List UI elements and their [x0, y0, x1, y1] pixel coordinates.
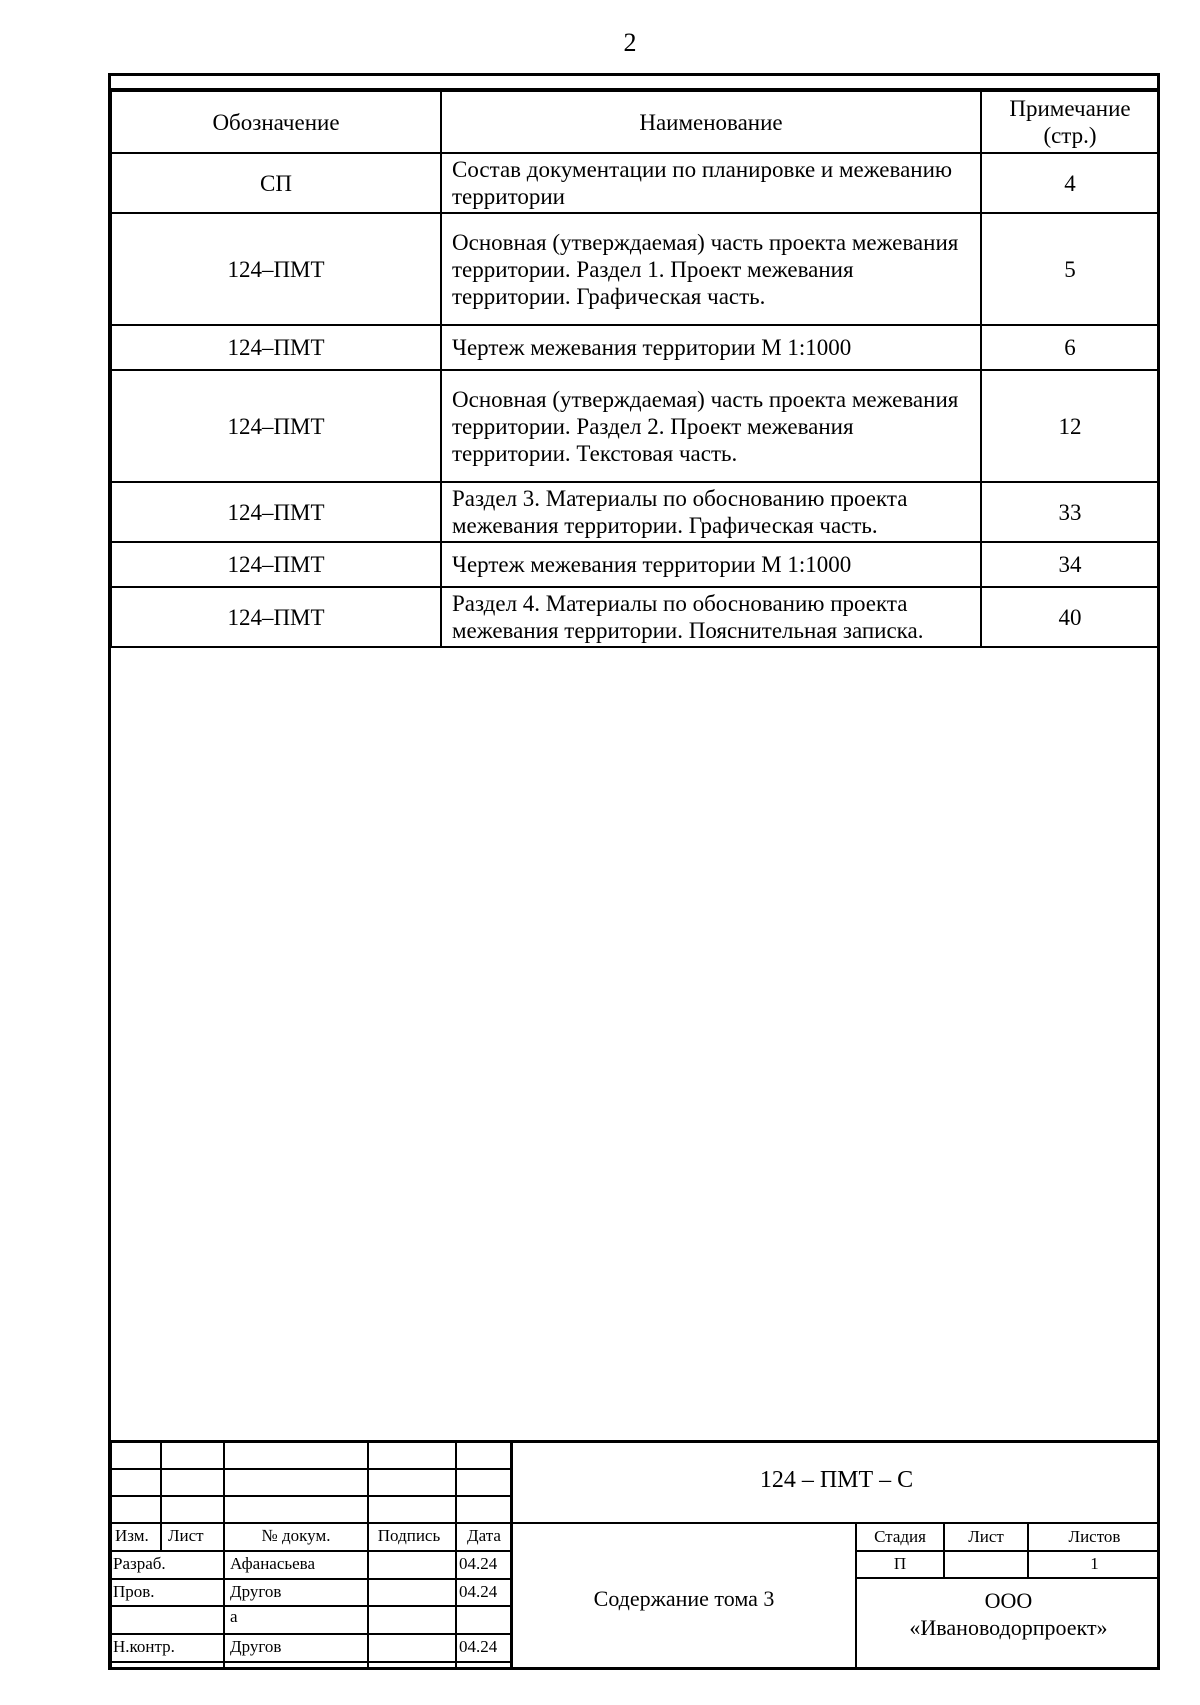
- row-title: Раздел 4. Материалы по обоснованию проекта межевания территории. Пояснительная записка.: [441, 587, 981, 647]
- row-page: 33: [981, 482, 1159, 542]
- name-checker: Другов: [230, 1582, 282, 1601]
- row-code: 124–ПМТ: [111, 370, 441, 482]
- document-code: 124 – ПМТ – С: [759, 1467, 914, 1493]
- row-page: 6: [981, 325, 1159, 370]
- role-developer: Разраб.: [113, 1554, 166, 1573]
- izm-label: Изм.: [115, 1526, 149, 1545]
- contents-table: [110, 90, 1160, 648]
- row-title: Основная (утверждаемая) часть проекта межевания территории. Раздел 2. Проект межевания территории. Текстовая часть.: [441, 370, 981, 482]
- name-norm-control: Другов: [230, 1637, 282, 1656]
- date-checker: 04.24: [459, 1582, 498, 1601]
- doc-no-label: № докум.: [261, 1526, 331, 1545]
- table-row: [111, 325, 1159, 370]
- document-title: Содержание тома 3: [593, 1586, 775, 1611]
- row-code: 124–ПМТ: [111, 542, 441, 587]
- row-code: 124–ПМТ: [111, 325, 441, 370]
- row-title: Основная (утверждаемая) часть проекта межевания территории. Раздел 1. Проект межевания территории. Графическая часть.: [441, 213, 981, 325]
- row-page: 5: [981, 213, 1159, 325]
- sheets-label: Листов: [1068, 1527, 1121, 1546]
- row-title: Чертеж межевания территории М 1:1000: [441, 325, 981, 370]
- table-row: [111, 587, 1159, 647]
- table-row: [111, 153, 1159, 213]
- stage-value: П: [893, 1554, 907, 1573]
- contents-header-row: [111, 91, 1159, 153]
- designation-header: Обозначение: [111, 91, 441, 153]
- organization-line1: ООО: [984, 1588, 1033, 1613]
- table-row: [111, 370, 1159, 482]
- page-number: 2: [623, 28, 637, 57]
- name-extra: а: [230, 1607, 238, 1626]
- row-page: 4: [981, 153, 1159, 213]
- stage-label: Стадия: [874, 1527, 926, 1546]
- note-header: Примечание (стр.): [981, 91, 1159, 153]
- table-row: [111, 482, 1159, 542]
- date-label: Дата: [467, 1526, 501, 1545]
- sheet-label: Лист: [968, 1527, 1004, 1546]
- sheets-value: 1: [1090, 1554, 1099, 1573]
- role-checker: Пров.: [113, 1582, 155, 1601]
- row-page: 12: [981, 370, 1159, 482]
- organization-line2: «Ивановодорпроект»: [909, 1615, 1108, 1640]
- name-developer: Афанасьева: [230, 1554, 316, 1573]
- row-title: Чертеж межевания территории М 1:1000: [441, 542, 981, 587]
- list-label: Лист: [168, 1526, 204, 1545]
- row-title: Состав документации по планировке и межеванию территории: [441, 153, 981, 213]
- row-page: 34: [981, 542, 1159, 587]
- signature-label: Подпись: [377, 1526, 441, 1545]
- row-code: 124–ПМТ: [111, 482, 441, 542]
- title-block: [110, 1440, 1160, 1670]
- table-row: [111, 542, 1159, 587]
- row-title: Раздел 3. Материалы по обоснованию проекта межевания территории. Графическая часть.: [441, 482, 981, 542]
- date-developer: 04.24: [459, 1554, 498, 1573]
- role-norm-control: Н.контр.: [113, 1637, 175, 1656]
- table-row: [111, 213, 1159, 325]
- row-code: СП: [111, 153, 441, 213]
- row-page: 40: [981, 587, 1159, 647]
- row-code: 124–ПМТ: [111, 587, 441, 647]
- row-code: 124–ПМТ: [111, 213, 441, 325]
- name-header: Наименование: [441, 91, 981, 153]
- date-norm-control: 04.24: [459, 1637, 498, 1656]
